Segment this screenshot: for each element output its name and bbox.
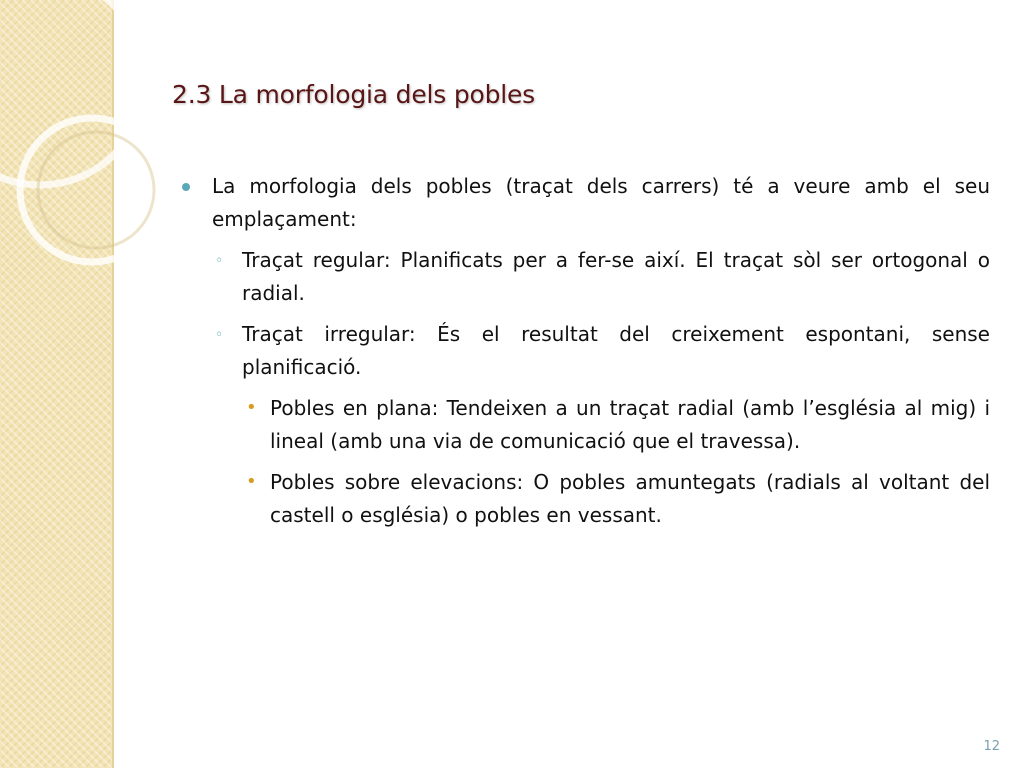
- bullet-item: [182, 170, 990, 236]
- sub-sub-bullet-text: Pobles sobre elevacions: O pobles amuntegats (radials al voltant del castell o església) o pobles en vessant.: [270, 470, 990, 527]
- sub-sub-bullet-item: [182, 392, 990, 458]
- decorative-ring-inner: [38, 132, 154, 248]
- sub-bullet-item: [182, 244, 990, 310]
- ring-bullet-icon: ◦: [215, 253, 224, 269]
- bullet-text: La morfologia dels pobles (traçat dels carrers) té a veure amb el seu emplaçament:: [212, 174, 990, 231]
- decorative-ring-small: [20, 118, 164, 262]
- slide-title: 2.3 La morfologia dels pobles: [172, 80, 535, 109]
- sub-bullet-text: Traçat irregular: És el resultat del creixement espontani, sense planificació.: [242, 322, 990, 379]
- star-bullet-icon: •: [246, 471, 257, 492]
- bullet-dot-icon: [182, 183, 190, 191]
- sub-bullet-item: [182, 318, 990, 384]
- decorative-ring-large: [0, 0, 145, 185]
- ring-bullet-icon: ◦: [215, 327, 224, 343]
- star-bullet-icon: •: [246, 397, 257, 418]
- decorative-rings: [0, 0, 180, 330]
- page-number: 12: [983, 739, 1000, 754]
- sub-bullet-text: Traçat regular: Planificats per a fer-se així. El traçat sòl ser ortogonal o radial.: [242, 248, 990, 305]
- sub-sub-bullet-item: [182, 466, 990, 532]
- sub-sub-bullet-text: Pobles en plana: Tendeixen a un traçat radial (amb l’església al mig) i lineal (amb una via de comunicació que el travessa).: [270, 396, 990, 453]
- slide-content: [182, 170, 990, 540]
